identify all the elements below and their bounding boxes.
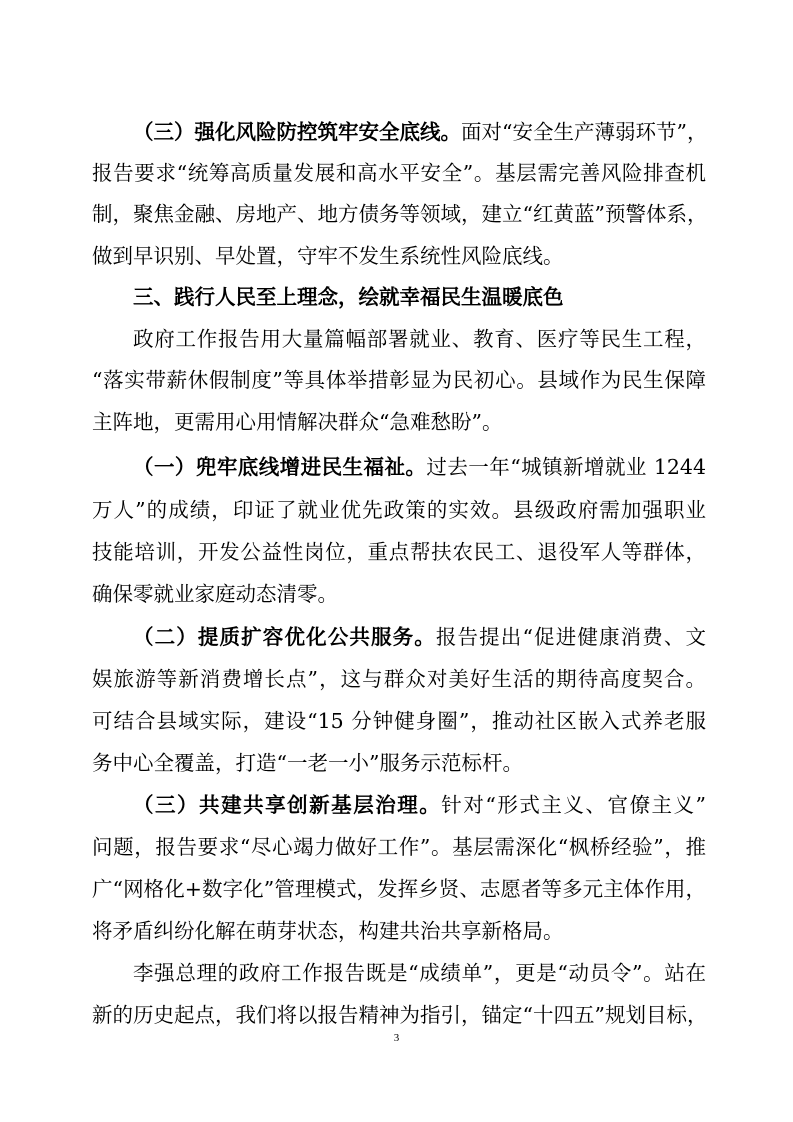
body-text: 针对“形式主义、官僚主义” [441, 793, 707, 817]
subheading-text: （三）共建共享创新基层治理。 [133, 793, 442, 817]
body-text: 报告提出“促进健康消费、文 [435, 625, 707, 649]
paragraph-line: 政府工作报告用大量篇幅部署就业、教育、医疗等民生工程， [133, 327, 706, 351]
paragraph-line: 制，聚焦金融、房地产、地方债务等领域，建立“红黄蓝”预警体系， [92, 202, 708, 226]
paragraph-line [133, 447, 706, 487]
paragraph-line: 万人”的成绩，印证了就业优先政策的实效。县级政府需加强职业 [92, 498, 706, 522]
paragraph-line: 广“网格化+数字化”管理模式，发挥乡贤、志愿者等多元主体作用， [92, 877, 706, 901]
subheading-text: （三）强化风险防控筑牢安全底线。 [133, 120, 461, 144]
subheading-text: （一）兜牢底线增进民生福祉。 [133, 455, 427, 479]
paragraph-line [133, 112, 706, 152]
paragraph-line: 问题，报告要求“尽心竭力做好工作”。基层需深化“枫桥经验”，推 [92, 835, 706, 859]
paragraph-line: 确保零就业家庭动态清零。 [92, 582, 338, 606]
paragraph-line [133, 617, 706, 657]
paragraph-line: 主阵地，更需用心用情解决群众“急难愁盼”。 [92, 410, 503, 434]
paragraph-line: 李强总理的政府工作报告既是“成绩单”，更是“动员令”。站在 [133, 961, 706, 985]
subheading-text: （二）提质扩容优化公共服务。 [133, 625, 436, 649]
body-text: 面对“安全生产薄弱环节”， [461, 120, 708, 144]
paragraph-line: 做到早识别、早处置，守牢不发生系统性风险底线。 [92, 244, 564, 268]
paragraph-line: 娱旅游等新消费增长点”，这与群众对美好生活的期待高度契合。 [92, 667, 706, 691]
paragraph-line: 技能培训，开发公益性岗位，重点帮扶农民工、退役军人等群体， [92, 540, 706, 564]
section-heading: 三、践行人民至上理念，绘就幸福民生温暖底色 [133, 285, 564, 309]
paragraph-line: 新的历史起点，我们将以报告精神为指引，锚定“十四五”规划目标， [92, 1003, 708, 1027]
paragraph-line: 报告要求“统筹高质量发展和高水平安全”。基层需完善风险排查机 [92, 161, 706, 185]
paragraph-line [133, 785, 706, 825]
body-text: 过去一年“城镇新增就业 1244 [426, 455, 707, 479]
paragraph-line: 务中心全覆盖，打造“一老一小”服务示范标杆。 [92, 751, 523, 775]
paragraph-line: 可结合县域实际，建设“15 分钟健身圈”，推动社区嵌入式养老服 [92, 709, 706, 733]
paragraph-line: 将矛盾纠纷化解在萌芽状态，构建共治共享新格局。 [92, 919, 564, 943]
page-number: 3 [393, 1032, 400, 1044]
paragraph-line: “落实带薪休假制度”等具体举措彰显为民初心。县域作为民生保障 [92, 368, 706, 392]
